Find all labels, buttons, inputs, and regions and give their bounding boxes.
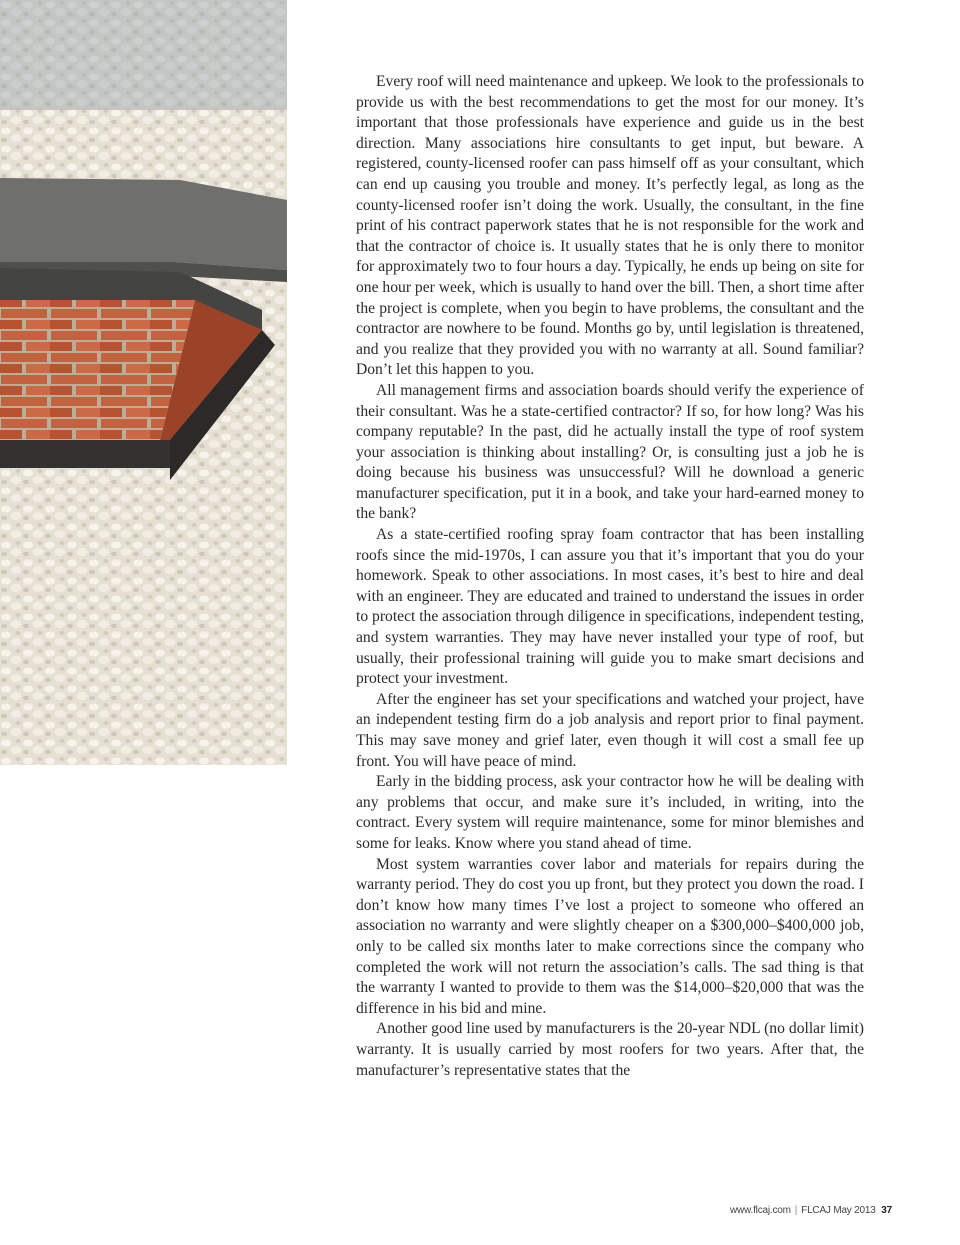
- page-number: 37: [881, 1205, 892, 1216]
- paragraph-5: Early in the bidding process, ask your contractor how he will be dealing with any problems that occur, and make sure it’s included, in writing, into the contract. Every system will require maintenance, some for minor blemishes and some for leaks. Know where you stand ahead of time.: [356, 773, 864, 852]
- paragraph-6: Most system warranties cover labor and materials for repairs during the warranty period. They do cost you up front, but they protect you down the road. I don’t know how many times I’ve lost a project to someone who offered an association no warranty and were slightly cheaper on a $300,000–$400,000 job, only to be called six months later to make corrections since the company who completed the work will not return the association’s calls. The sad thing is that the warranty I wanted to provide to them was the $14,000–$20,000 that was the difference in his bid and mine.: [356, 855, 864, 1017]
- footer-issue: May 2013: [833, 1205, 876, 1216]
- footer-separator: |: [794, 1205, 798, 1216]
- footer-publication: FLCAJ: [801, 1205, 831, 1216]
- photo-illustration: [0, 0, 287, 765]
- paragraph-7: Another good line used by manufacturers is the 20-year NDL (no dollar limit) warranty. It is usually carried by most roofers for two years. After that, the manufacturer’s representative states that the: [356, 1020, 864, 1079]
- paragraph-2: All management firms and association boards should verify the experience of their consultant. Was he a state-certified contractor? If so, for how long? Was his company reputable? In the past, did he actually install the type of roof system your association is thinking about installing? Or, is consulting just a job he is doing because his business was unsuccessful? Will he download a generic manufacturer specification, put it in a book, and take your hard-earned money to the bank?: [356, 381, 864, 523]
- paragraph-1: Every roof will need maintenance and upkeep. We look to the professionals to provide us with the best recommendations to get the most for our money. It’s important that those professionals have experience and guide us in the best direction. Many associations hire consultants to get input, but beware. A registered, county-licensed roofer can pass himself off as your consultant, which can end up causing you trouble and money. It’s perfectly legal, as long as the county-licensed roofer isn’t doing the work. Usually, the consultant, in the fine print of his contract paperwork states that he is not responsible for the work and that the contractor of choice is. It usually states that he is only there to monitor for approximately two to four hours a day. Typically, he ends up being on site for one hour per week, which is usually to hand over the bill. Then, a short time after the project is complete, when you begin to have problems, the consultant and the contractor are nowhere to be found. Months go by, until legislation is threatened, and you realize that they provided you with no warranty at all. Sound familiar? Don’t let this happen to you.: [356, 73, 864, 379]
- paragraph-3: As a state-certified roofing spray foam contractor that has been installing roofs since the mid-1970s, I can assure you that it’s important that you do your homework. Speak to other associations. In most cases, it’s best to hire and deal with an engineer. They are educated and trained to understand the issues in order to protect the association through diligence in specifications, independent testing, and system warranties. They may have never installed your type of roof, but usually, their professional training will guide you to make smart decisions and protect your investment.: [356, 526, 864, 688]
- page-footer: [730, 1205, 930, 1216]
- article-body: [356, 72, 864, 1081]
- roof-gravel-brick-photo: [0, 0, 287, 765]
- footer-website: www.flcaj.com: [730, 1205, 791, 1216]
- paragraph-4: After the engineer has set your specifications and watched your project, have an independent testing firm do a job analysis and report prior to final payment. This may save money and grief later, even though it will cost a small fee up front. You will have peace of mind.: [356, 690, 864, 770]
